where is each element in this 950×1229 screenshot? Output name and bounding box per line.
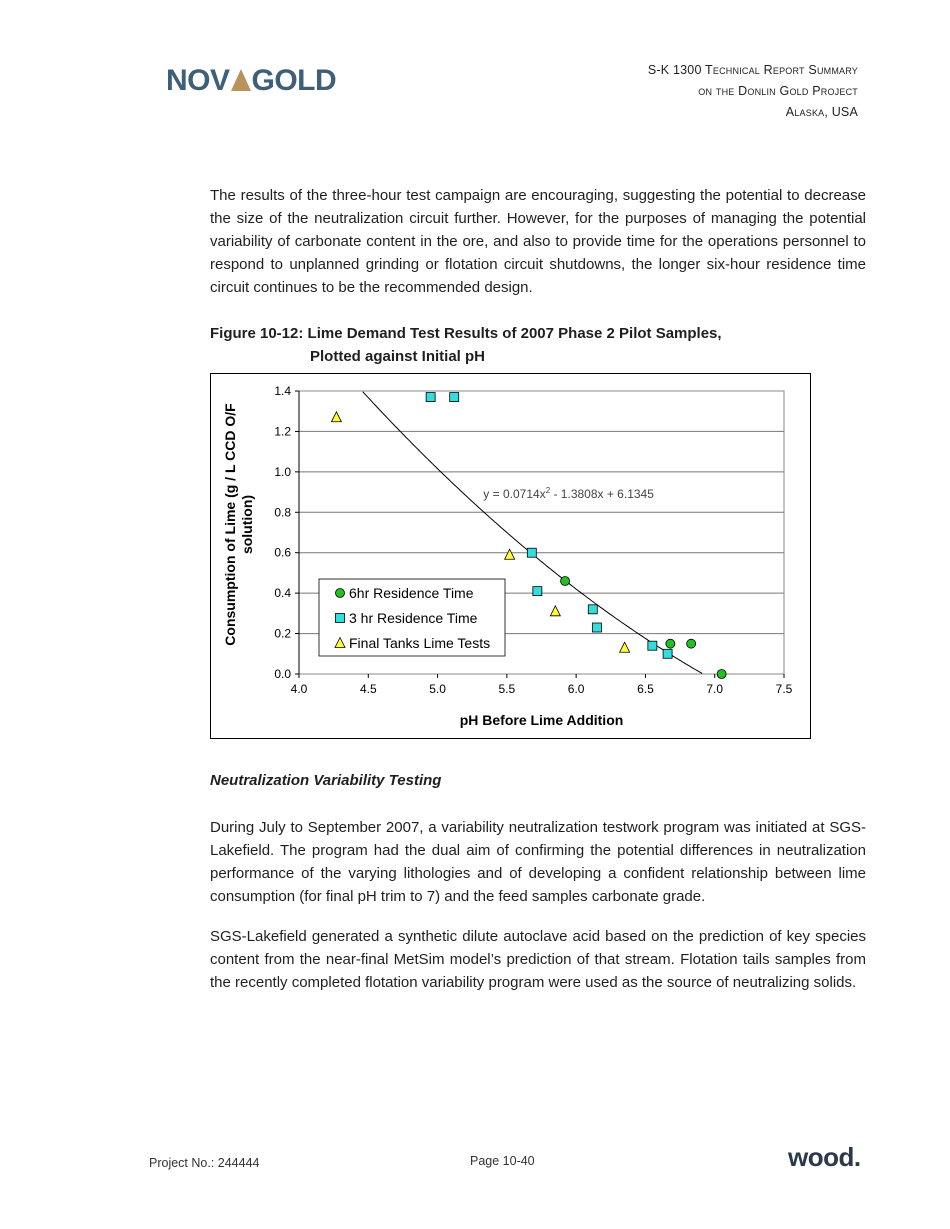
legend-label: 6hr Residence Time [349, 585, 474, 601]
figure-caption-line-1: Figure 10-12: Lime Demand Test Results of 2007 Phase 2 Pilot Samples, [210, 325, 722, 342]
section-title: Neutralization Variability Testing [210, 772, 442, 789]
data-point-square [592, 623, 601, 632]
data-point-square [450, 393, 459, 402]
legend-label: Final Tanks Lime Tests [349, 635, 491, 651]
data-point-square [648, 641, 657, 650]
header-line-1: S-K 1300 Technical Report Summary [647, 63, 858, 77]
header-line-3: Alaska, USA [785, 105, 858, 119]
y-tick-label: 0.2 [274, 626, 291, 641]
x-tick-label: 4.0 [290, 682, 308, 696]
header-line-2: on the Donlin Gold Project [698, 84, 858, 98]
x-tick-label: 4.5 [359, 682, 377, 696]
data-point-triangle [331, 412, 341, 422]
x-tick-label: 5.5 [498, 682, 516, 696]
data-point-circle [666, 639, 675, 648]
logo-text-right: GOLD [251, 64, 337, 97]
data-point-circle [561, 577, 570, 586]
x-tick-label: 6.5 [637, 682, 654, 696]
lime-demand-chart [210, 373, 811, 739]
data-point-circle [687, 639, 696, 648]
paragraph-3: SGS-Lakefield generated a synthetic dilute autoclave acid based on the prediction of key species content from the near-final MetSim model’s prediction of that stream. Flotation tails samples from the recently completed flotation variability program were used as the source of neutralizing solids. [210, 928, 866, 991]
figure-caption [210, 322, 722, 368]
x-tick-label: 7.0 [706, 682, 724, 696]
y-axis-label-line-1: Consumption of Lime (g / L CCD O/F [222, 403, 238, 646]
y-tick-label: 1.2 [274, 424, 291, 439]
logo-text-left: NOV [166, 64, 230, 97]
paragraph-1: The results of the three-hour test campaign are encouraging, suggesting the potential to decrease the size of the neutralization circuit further. However, for the purposes of managing the potential variability of carbonate content in the ore, and also to provide time for the operations personnel to respond to unplanned grinding or flotation circuit shutdowns, the longer six-hour residence time circuit continues to be the recommended design. [210, 187, 866, 296]
data-point-triangle [550, 606, 560, 616]
y-axis-label-line-2: solution) [239, 494, 255, 555]
trendline-equation: $y = 0.0714x^2 - 1.3808x + 6.1345$ [483, 486, 654, 502]
y-tick-label: 1.4 [274, 384, 291, 398]
y-tick-label: 0.6 [274, 545, 291, 560]
x-tick-label: 6.0 [567, 682, 585, 696]
y-tick-label: 0.8 [274, 505, 291, 520]
project-number: Project No.: 244444 [149, 1156, 260, 1170]
data-point-square [663, 649, 672, 658]
legend-marker-square [336, 614, 345, 623]
page-number: Page 10-40 [470, 1154, 535, 1168]
y-tick-label: 1.0 [274, 464, 291, 479]
data-point-square [588, 605, 597, 614]
novagold-logo [166, 64, 336, 98]
x-axis-label: pH Before Lime Addition [459, 712, 624, 728]
chart-svg [211, 374, 809, 737]
y-tick-label: 0.4 [274, 586, 291, 601]
data-point-circle [717, 670, 726, 679]
figure-caption-line-2: Plotted against Initial pH [310, 348, 486, 365]
paragraph-2: During July to September 2007, a variability neutralization testwork program was initiated at SGS-Lakefield. The program had the dual aim of confirming the potential differences in neutralization performance of the varying lithologies and of developing a confident relationship between lime consumption (for final pH trim to 7) and the feed samples carbonate grade. [210, 819, 866, 905]
data-point-square [533, 587, 542, 596]
wood-logo-text: wood [788, 1142, 854, 1172]
data-point-triangle [620, 642, 630, 652]
data-point-square [527, 548, 536, 557]
data-point-square [426, 393, 435, 402]
legend-marker-circle [336, 589, 345, 598]
logo-triangle-icon [231, 69, 251, 91]
report-header [648, 60, 858, 123]
x-tick-label: 5.0 [429, 682, 446, 696]
wood-logo: wood. [788, 1142, 861, 1172]
data-point-triangle [505, 549, 515, 559]
legend-label: 3 hr Residence Time [349, 610, 478, 626]
x-tick-label: 7.5 [775, 682, 793, 696]
y-tick-label: 0.0 [274, 667, 291, 681]
